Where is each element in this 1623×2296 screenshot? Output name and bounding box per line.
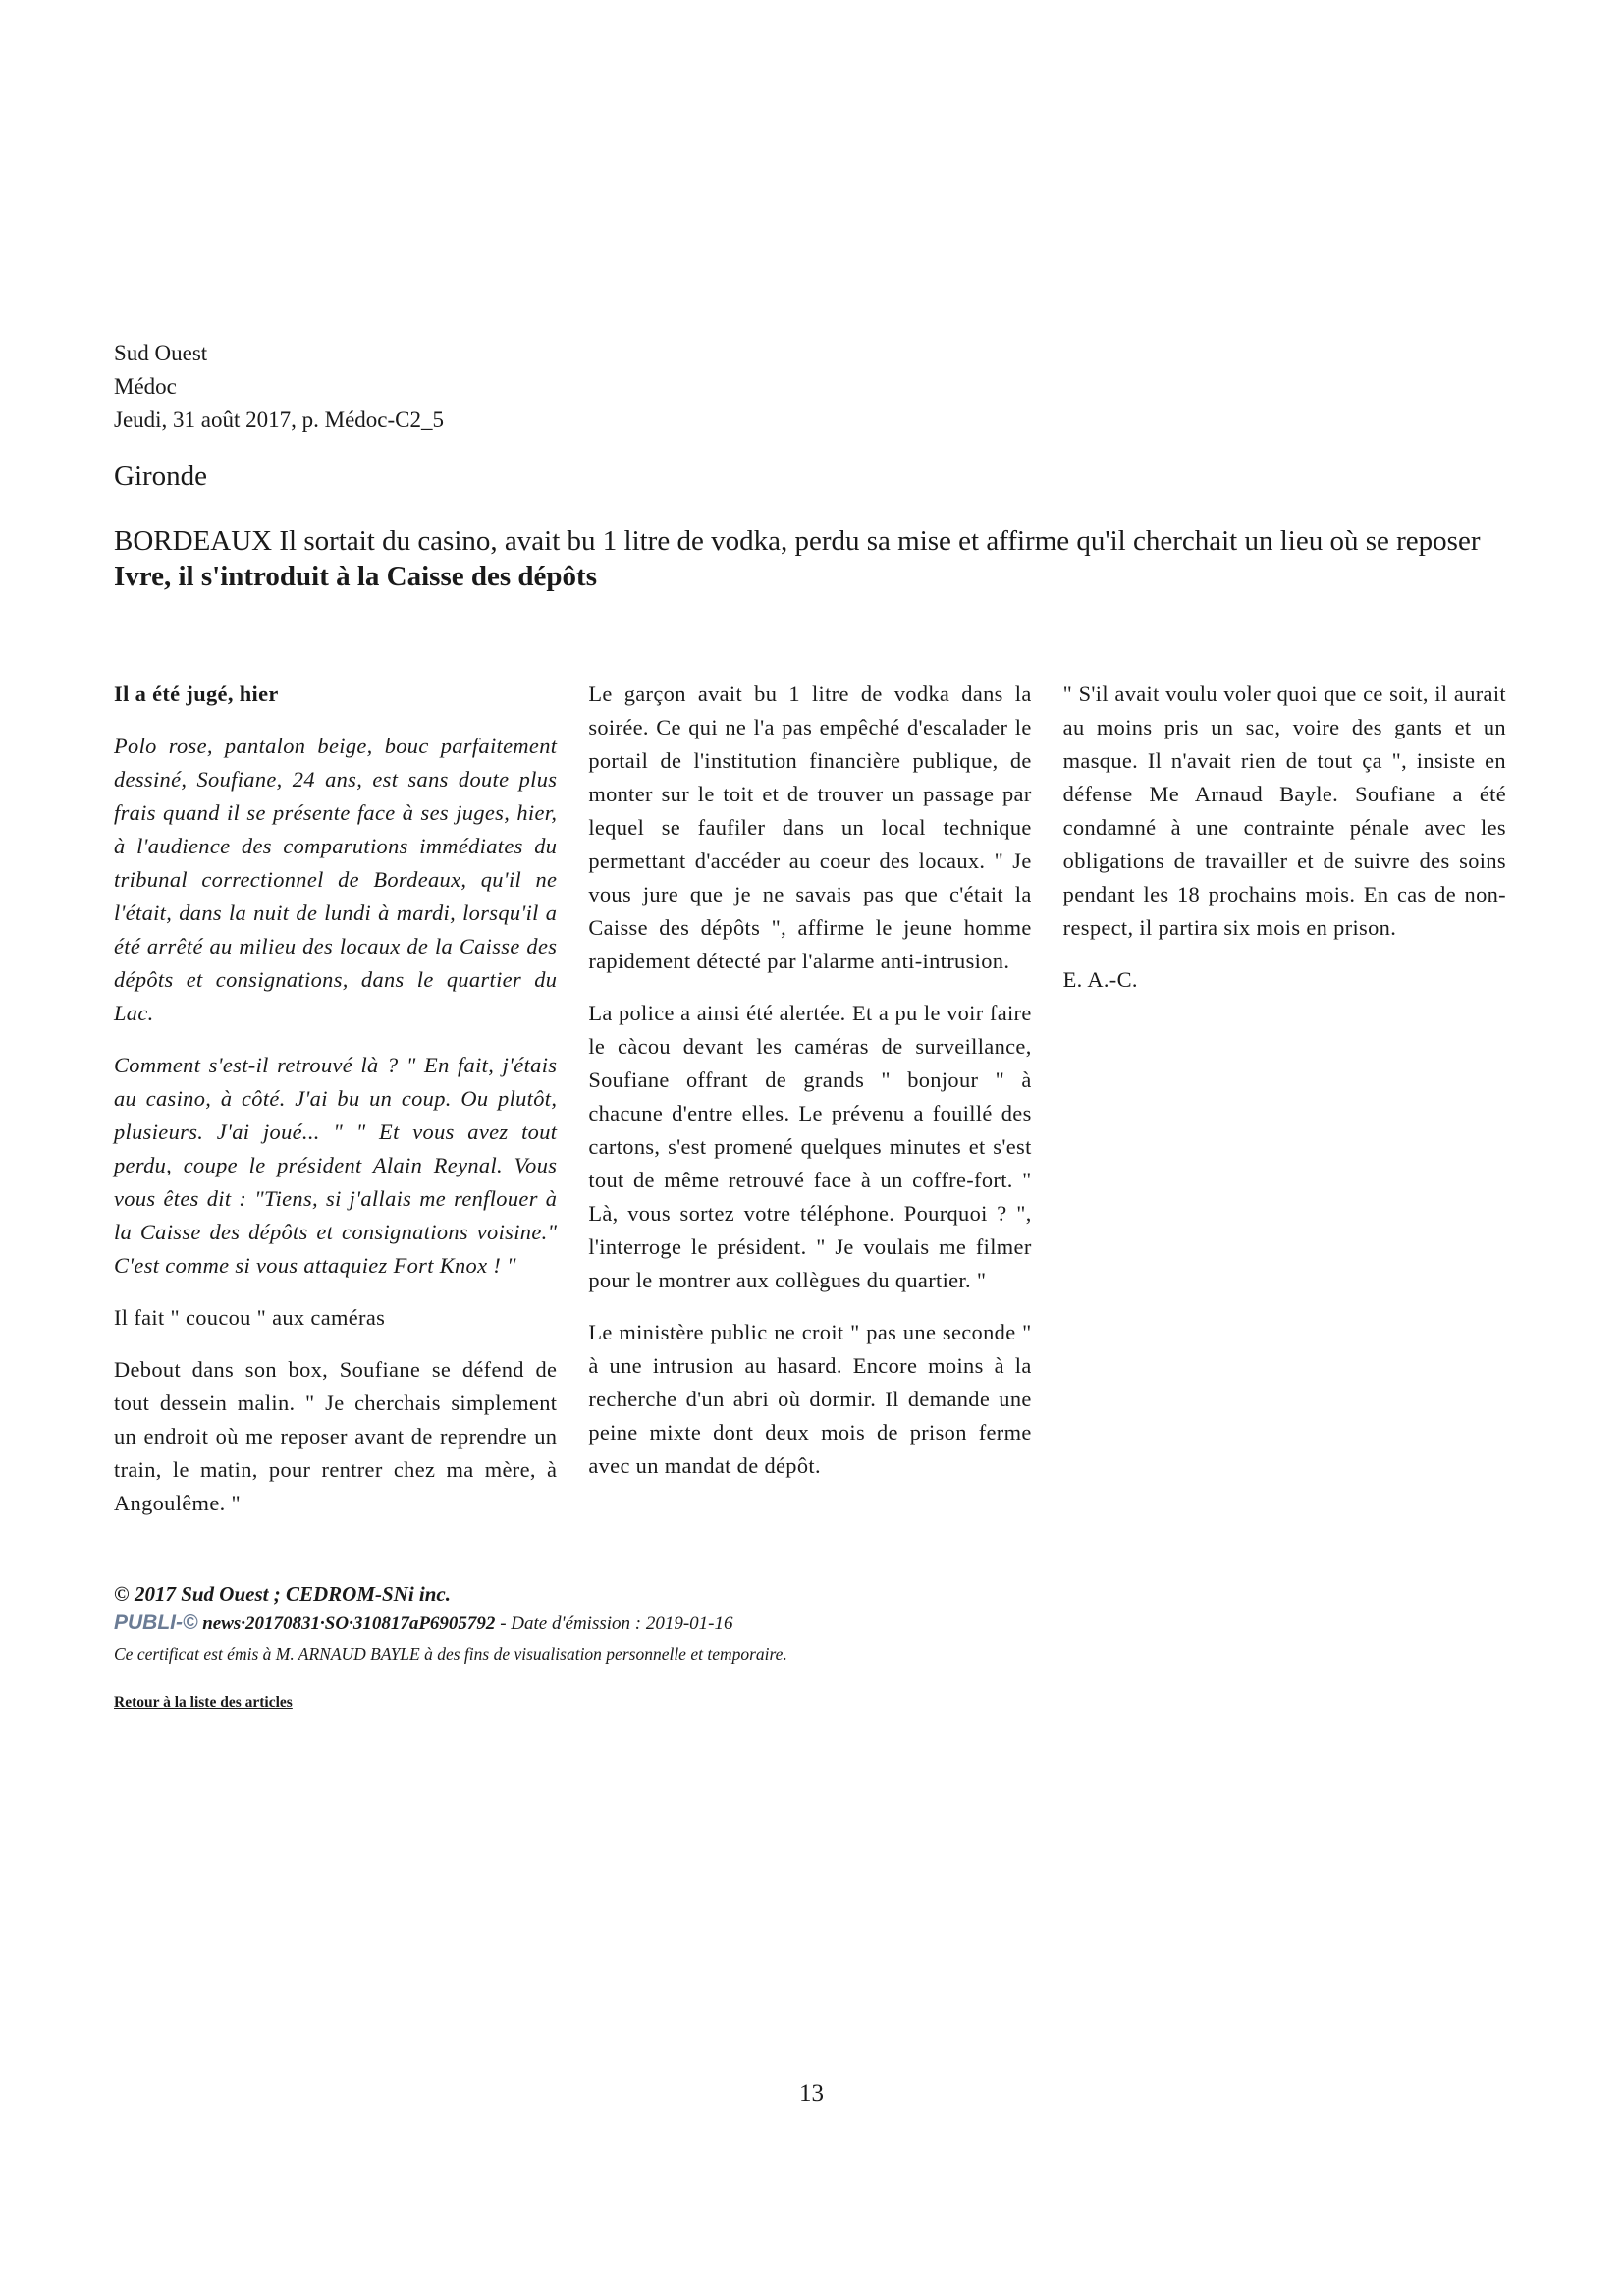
article-header bbox=[114, 337, 1508, 594]
page-number: 13 bbox=[799, 2080, 824, 2106]
reference-id: news·20170831·SO·310817aP6905792 bbox=[202, 1613, 496, 1634]
emission-date: - Date d'émission : 2019-01-16 bbox=[495, 1613, 733, 1634]
article-title: Ivre, il s'introduit à la Caisse des dépôts bbox=[114, 561, 597, 592]
paragraph-7: " S'il avait voulu voler quoi que ce soit, il aurait au moins pris un sac, voire des gants et un masque. Il n'avait rien de tout ça ", insiste en défense Me Arnaud Bayle. Soufiane a été condamné à une contrainte pénale avec les obligations de travailler et de suivre des soins pendant les 18 prochains mois. En cas de non-respect, il partira six mois en prison. bbox=[1062, 682, 1506, 940]
paragraph-5: La police a ainsi été alertée. Et a pu le voir faire le càcou devant les caméras de surveillance, Soufiane offrant de grands " bonjour " à chacune d'entre elles. Le prévenu a fouillé des cartons, s'est promené quelques minutes et s'est tout de même retrouvé face à un coffre-fort. " Là, vous sortez votre téléphone. Pourquoi ? ", l'interroge le président. " Je voulais me filmer pour le montrer aux collègues du quartier. " bbox=[588, 1001, 1032, 1292]
paragraph-6: Le ministère public ne croit " pas une seconde " à une intrusion au hasard. Encore moins à la recherche d'un abri où dormir. Il demande une peine mixte dont deux mois de prison ferme avec un mandat de dépôt. bbox=[588, 1320, 1032, 1478]
surtitle: BORDEAUX Il sortait du casino, avait bu 1 litre de vodka, perdu sa mise et affirme qu'il cherchait un lieu où se reposer bbox=[114, 525, 1481, 557]
publication-date: Jeudi, 31 août 2017, p. Médoc-C2_5 bbox=[114, 408, 445, 432]
paragraph-2: Comment s'est-il retrouvé là ? " En fait, j'étais au casino, à côté. J'ai bu un coup. Ou plutôt, plusieurs. J'ai joué... " " Et vous avez tout perdu, coupe le président Alain Reynal. Vous vous êtes dit : "Tiens, si j'allais me renflouer à la Caisse des dépôts et consignations voisine." C'est comme si vous attaquiez Fort Knox ! " bbox=[114, 1053, 558, 1278]
lead-paragraph: Polo rose, pantalon beige, bouc parfaitement dessiné, Soufiane, 24 ans, est sans doute plus frais quand il se présente face à ses juges, hier, à l'audience des comparutions immédiates du tribunal correctionnel de Bordeaux, qu'il ne l'était, dans la nuit de lundi à mardi, lorsqu'il a été arrêté au milieu des locaux de la Caisse des dépôts et consignations, dans le quartier du Lac. bbox=[114, 734, 558, 1025]
back-to-list-link[interactable]: Retour à la liste des articles bbox=[114, 1694, 293, 1711]
publication-reference bbox=[114, 1609, 1390, 1639]
document-footer bbox=[114, 1579, 1390, 1712]
edition-name: Médoc bbox=[114, 374, 177, 399]
certificate-note: Ce certificat est émis à M. ARNAUD BAYLE à des fins de visualisation personnelle et temporaire. bbox=[114, 1644, 787, 1664]
paragraph-3: Debout dans son box, Soufiane se défend de tout dessein malin. " Je cherchais simplement un endroit où me reposer avant de reprendre un train, le matin, pour rentrer chez ma mère, à Angoulême. " bbox=[114, 1357, 558, 1515]
intertitle: Il fait " coucou " aux caméras bbox=[114, 1305, 386, 1330]
paragraph-4: Le garçon avait bu 1 litre de vodka dans la soirée. Ce qui ne l'a pas empêché d'escalader le portail de l'institution financière publique, de monter sur le toit et de trouver un passage par lequel se faufiler dans un local technique permettant d'accéder au coeur des locaux. " Je vous jure que je ne savais pas que c'était la Caisse des dépôts ", affirme le jeune homme rapidement détecté par l'alarme anti-intrusion. bbox=[588, 682, 1032, 973]
source-name: Sud Ouest bbox=[114, 341, 208, 365]
publi-logo: PUBLI-© bbox=[114, 1612, 198, 1634]
copyright: © 2017 Sud Ouest ; CEDROM-SNi inc. bbox=[114, 1582, 451, 1606]
signature: E. A.-C. bbox=[1062, 967, 1138, 992]
chapo: Il a été jugé, hier bbox=[114, 682, 279, 706]
article-body bbox=[114, 678, 1506, 1542]
section-name: Gironde bbox=[114, 461, 208, 492]
